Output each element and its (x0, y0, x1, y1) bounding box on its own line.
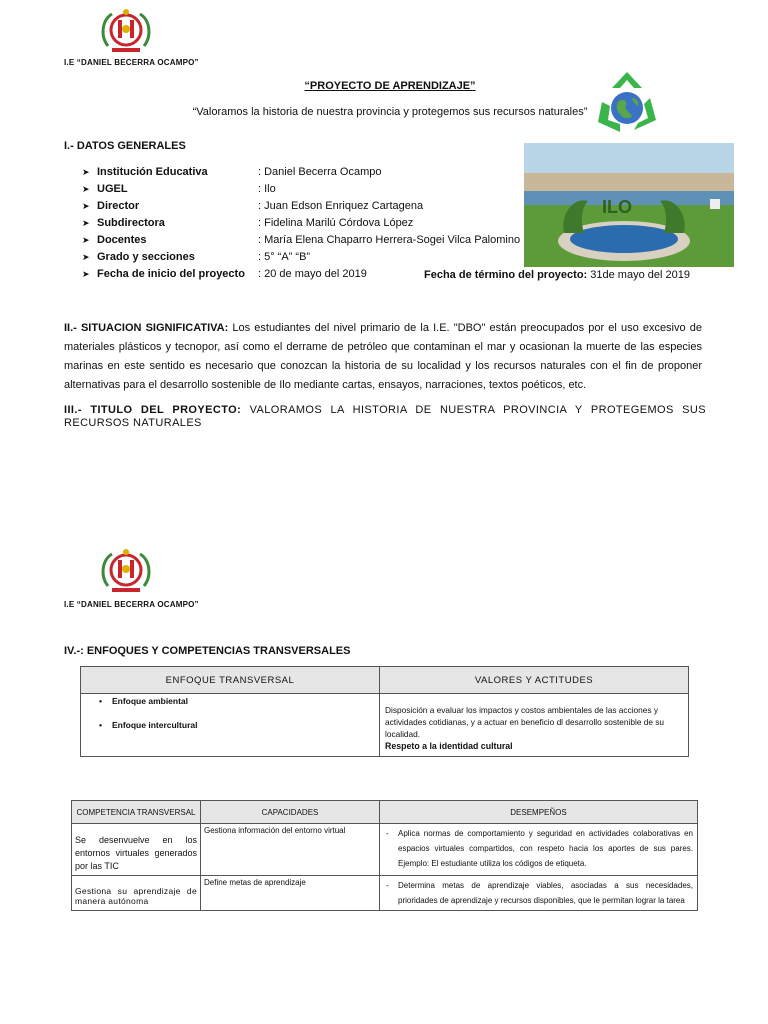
enfoques-col-enfoque: ENFOQUE TRANSVERSAL (81, 667, 380, 694)
datos-row-label: UGEL (97, 183, 128, 195)
desempeno-cell: - Determina metas de aprendizaje viables, asociadas a sus necesidades, prioridades de aprendizaje y recursos disponibles, que le permitan lograr la tarea (380, 876, 698, 911)
desempeno-cell: - Aplica normas de comportamiento y seguridad en actividades colaborativas en espacios virtuales compartidos, con respeto hacia los aportes de sus pares. Ejemplo: El estudiante utiliza los códigos de etiqueta. (380, 824, 698, 876)
datos-row-label: Grado y secciones (97, 251, 195, 263)
situacion-paragraph (64, 319, 702, 395)
valores-bold: Respeto a la identidad cultural (385, 741, 513, 751)
fecha-termino-label: Fecha de término del proyecto: (424, 269, 588, 281)
situacion-heading: II.- SITUACION SIGNIFICATIVA: (64, 322, 229, 334)
enfoque-item-label: Enfoque ambiental (111, 696, 189, 706)
competencia-cell: Se desenvuelve en los entornos virtuales generados por las TIC (72, 824, 201, 876)
ilo-sign-text: ILO (602, 197, 632, 217)
enfoques-table (80, 666, 689, 757)
arrow-bullet-icon: ➤ (82, 218, 90, 228)
desempeno-text: Determina metas de aprendizaje viables, asociadas a sus necesidades, prioridades de aprendizaje y recursos disponibles, que le permitan lograr la tarea (398, 881, 693, 905)
enfoque-item (99, 720, 373, 730)
datos-row-value: : 5° “A” “B” (258, 251, 311, 263)
datos-row-value: : María Elena Chaparro Herrera-Sogei Vilca Palomino (258, 234, 521, 246)
comp-col-competencia: COMPETENCIA TRANSVERSAL (72, 801, 201, 824)
school-crest-icon (98, 6, 154, 58)
capacidad-cell: Define metas de aprendizaje (201, 876, 380, 911)
arrow-bullet-icon: ➤ (82, 184, 90, 194)
competencia-cell: Gestiona su aprendizaje de manera autónoma (72, 876, 201, 911)
titulo-heading: III.- TITULO DEL PROYECTO: (64, 404, 242, 416)
datos-row-label: Fecha de inicio del proyecto (97, 268, 245, 280)
arrow-bullet-icon: ➤ (82, 201, 90, 211)
competencias-table (71, 800, 698, 911)
capacidad-cell: Gestiona información del entorno virtual (201, 824, 380, 876)
datos-row-label: Subdirectora (97, 217, 165, 229)
school-name: I.E “DANIEL BECERRA OCAMPO” (64, 600, 199, 609)
recycle-globe-icon (594, 68, 660, 140)
comp-col-desempenos: DESEMPEÑOS (380, 801, 698, 824)
table-row (72, 876, 698, 911)
datos-row-value: : Daniel Becerra Ocampo (258, 166, 382, 178)
arrow-bullet-icon: ➤ (82, 167, 90, 177)
datos-heading: I.- DATOS GENERALES (64, 140, 186, 152)
enfoque-item (99, 696, 373, 706)
datos-row-value: : 20 de mayo del 2019 (258, 268, 367, 280)
enfoque-item-label: Enfoque intercultural (111, 720, 198, 730)
valores-cell (380, 694, 689, 757)
titulo-paragraph (64, 404, 706, 430)
datos-row-label: Docentes (97, 234, 147, 246)
project-subtitle: “Valoramos la historia de nuestra provincia y protegemos sus recursos naturales” (192, 106, 588, 118)
desempeno-text: Aplica normas de comportamiento y seguridad en actividades colaborativas en espacios virtuales compartidos, con respeto hacia los aportes de sus pares. Ejemplo: El estudiante utiliza los códigos de etiqueta. (398, 829, 693, 868)
comp-col-capacidades: CAPACIDADES (201, 801, 380, 824)
datos-row-label: Institución Educativa (97, 166, 208, 178)
school-name: I.E “DANIEL BECERRA OCAMPO” (64, 58, 199, 67)
project-title: “PROYECTO DE APRENDIZAJE” (304, 80, 476, 92)
datos-row-value: : Juan Edson Enriquez Cartagena (258, 200, 424, 212)
enfoques-heading: IV.-: ENFOQUES Y COMPETENCIAS TRANSVERSALES (64, 645, 351, 657)
datos-row-value: : Ilo (258, 183, 276, 195)
dot-bullet-icon: • (99, 720, 102, 730)
school-crest-icon (98, 546, 154, 598)
enfoques-col-valores: VALORES Y ACTITUDES (380, 667, 689, 694)
enfoques-cell (81, 694, 380, 757)
situacion-text: Los estudiantes del nivel primario de la I.E. "DBO" están preocupados por el uso excesivo de materiales plásticos y tecnopor, así como el derrame de petróleo que contaminan el mar y ocasionan la muerte de las especies marinas en este sentido es necesario que conozcan la historia de su localidad y los recursos naturales con el fin de proponer alternativas para el desarrollo sostenible de Ilo mediante cartas, ensayos, narraciones, textos poéticos, etc. (64, 322, 702, 391)
valores-text: Disposición a evaluar los impactos y costos ambientales de las acciones y actividades cotidianas, y a actuar en beneficio dl desarrollo sostenible de su localidad. (385, 705, 665, 739)
datos-row-value: : Fidelina Marilú Córdova López (258, 217, 414, 229)
arrow-bullet-icon: ➤ (82, 235, 90, 245)
arrow-bullet-icon: ➤ (82, 252, 90, 262)
fecha-termino-value: 31de mayo del 2019 (587, 269, 690, 281)
ilo-photo (524, 143, 734, 267)
datos-row-label: Director (97, 200, 140, 212)
arrow-bullet-icon: ➤ (82, 269, 90, 279)
dot-bullet-icon: • (99, 696, 102, 706)
table-row (72, 824, 698, 876)
titulo-text: VALORAMOS LA HISTORIA DE NUESTRA PROVINCIA Y PROTEGEMOS SUS RECURSOS NATURALES (64, 404, 707, 429)
fecha-termino (424, 267, 690, 284)
